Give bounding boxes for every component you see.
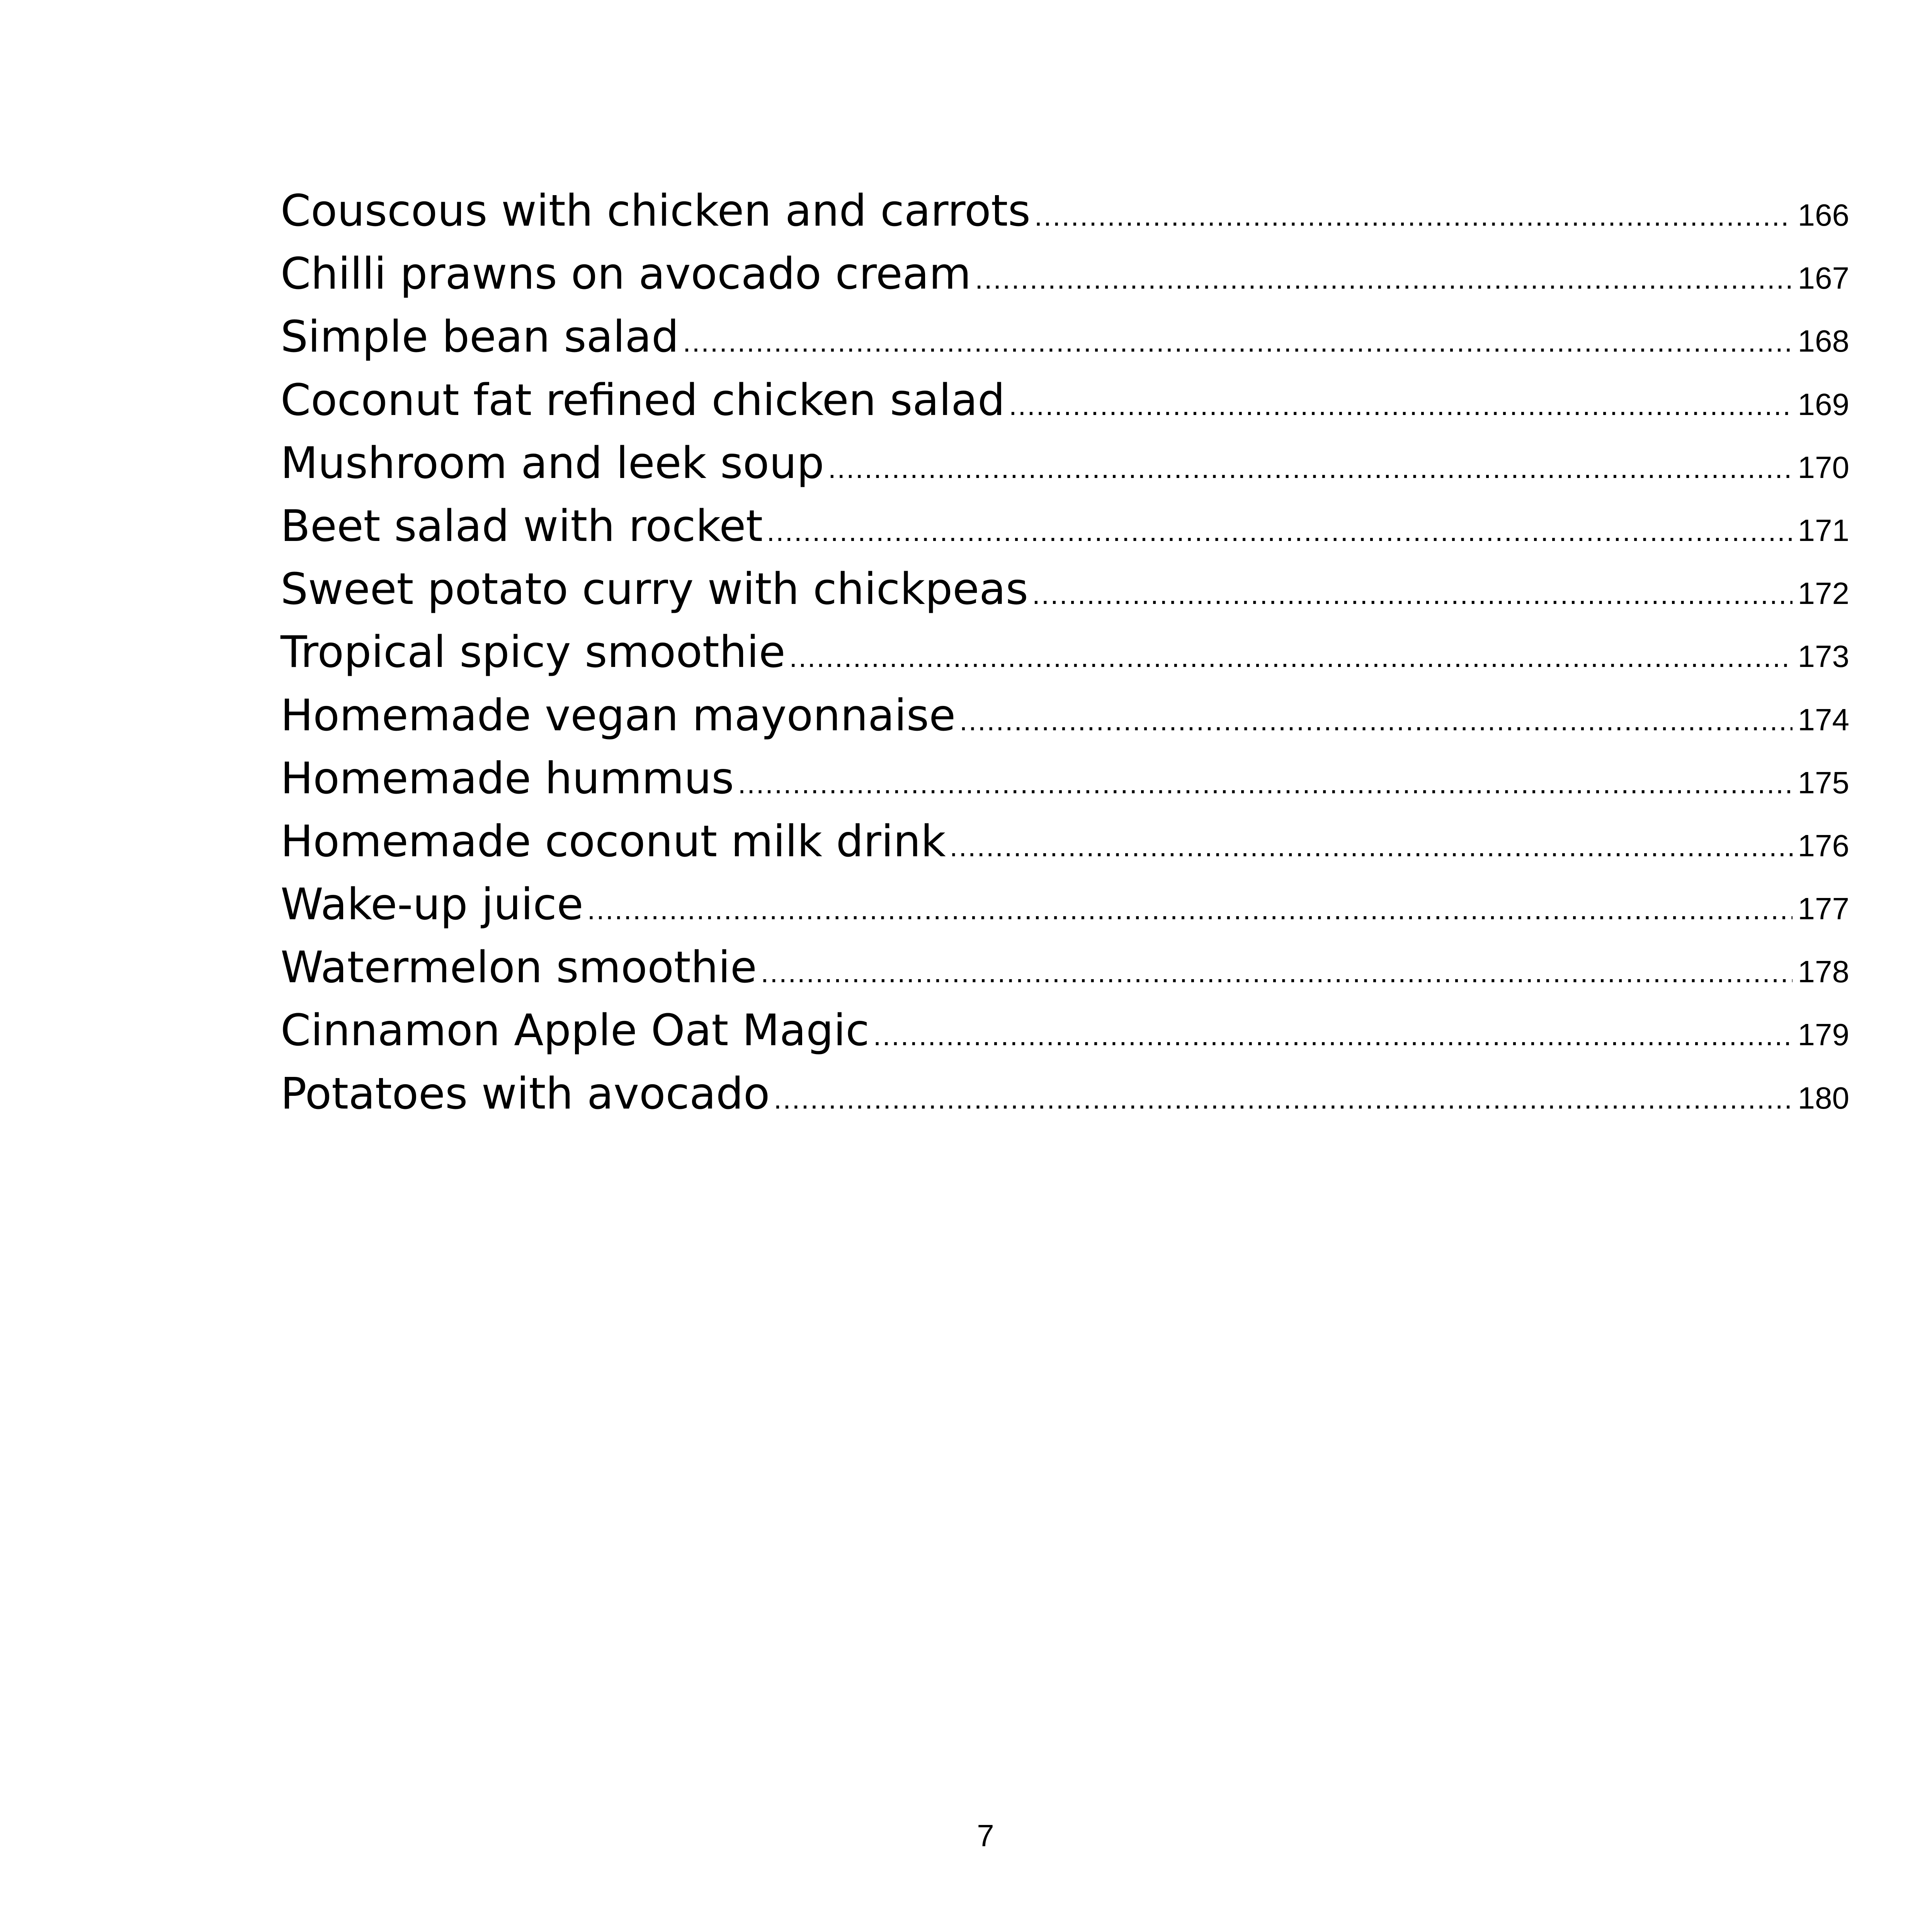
- page-number: 7: [977, 1818, 994, 1853]
- toc-entry-title: Homemade coconut milk drink: [281, 816, 946, 867]
- dot-leader: [738, 752, 1793, 815]
- toc-entry-page: 166: [1798, 198, 1849, 232]
- toc-entry[interactable]: [281, 999, 1849, 1062]
- toc-entry[interactable]: [281, 495, 1849, 558]
- toc-entry-page: 173: [1798, 639, 1849, 674]
- dot-leader: [1034, 184, 1793, 247]
- dot-leader: [789, 626, 1793, 689]
- toc-entry-title: Sweet potato curry with chickpeas: [281, 564, 1029, 615]
- dot-leader: [975, 247, 1792, 310]
- toc-entry-page: 169: [1798, 387, 1849, 422]
- toc-entry-title: Beet salad with rocket: [281, 501, 763, 551]
- toc-entry-page: 174: [1798, 702, 1849, 737]
- toc-entry-title: Simple bean salad: [281, 312, 679, 362]
- dot-leader: [683, 310, 1792, 373]
- toc-entry-page: 168: [1798, 324, 1849, 359]
- toc-entry-page: 171: [1798, 513, 1849, 548]
- toc-entry-title: Couscous with chicken and carrots: [281, 186, 1031, 236]
- toc-entry-page: 176: [1798, 828, 1849, 863]
- dot-leader: [950, 815, 1793, 878]
- dot-leader: [1032, 563, 1792, 626]
- toc-entry[interactable]: [281, 306, 1849, 369]
- toc-entry[interactable]: [281, 558, 1849, 621]
- toc-entry-page: 170: [1798, 450, 1849, 485]
- toc-entry-title: Potatoes with avocado: [281, 1068, 770, 1119]
- toc-entry-title: Homemade hummus: [281, 753, 734, 804]
- toc-entry[interactable]: [281, 243, 1849, 306]
- toc-entry[interactable]: [281, 180, 1849, 243]
- toc-entry-title: Chilli prawns on avocado cream: [281, 249, 971, 299]
- toc-entry[interactable]: [281, 621, 1849, 684]
- dot-leader: [1009, 374, 1793, 437]
- toc-entry[interactable]: [281, 810, 1849, 873]
- toc-entry-title: Homemade vegan mayonnaise: [281, 690, 956, 741]
- dot-leader: [767, 500, 1792, 563]
- toc-entry-page: 172: [1798, 576, 1849, 611]
- table-of-contents: [281, 180, 1849, 1126]
- toc-entry-page: 175: [1798, 765, 1849, 800]
- toc-entry[interactable]: [281, 684, 1849, 747]
- toc-entry-title: Tropical spicy smoothie: [281, 627, 786, 678]
- toc-entry-page: 180: [1798, 1080, 1849, 1115]
- toc-entry-title: Mushroom and leek soup: [281, 438, 824, 488]
- dot-leader: [587, 878, 1793, 941]
- dot-leader: [774, 1067, 1792, 1130]
- toc-entry-title: Watermelon smoothie: [281, 942, 757, 993]
- dot-leader: [761, 941, 1793, 1004]
- toc-entry-title: Coconut fat refined chicken salad: [281, 375, 1005, 425]
- toc-entry-title: Wake-up juice: [281, 879, 583, 930]
- toc-entry[interactable]: [281, 432, 1849, 495]
- toc-entry-page: 177: [1798, 891, 1849, 926]
- toc-entry[interactable]: [281, 1063, 1849, 1126]
- dot-leader: [828, 437, 1793, 500]
- toc-entry[interactable]: [281, 936, 1849, 999]
- toc-entry[interactable]: [281, 747, 1849, 810]
- toc-entry[interactable]: [281, 369, 1849, 432]
- dot-leader: [959, 689, 1792, 752]
- toc-entry-title: Cinnamon Apple Oat Magic: [281, 1005, 869, 1056]
- toc-entry-page: 179: [1798, 1017, 1849, 1052]
- dot-leader: [873, 1004, 1793, 1067]
- toc-entry-page: 167: [1798, 261, 1849, 296]
- toc-entry-page: 178: [1798, 954, 1849, 989]
- toc-entry[interactable]: [281, 873, 1849, 936]
